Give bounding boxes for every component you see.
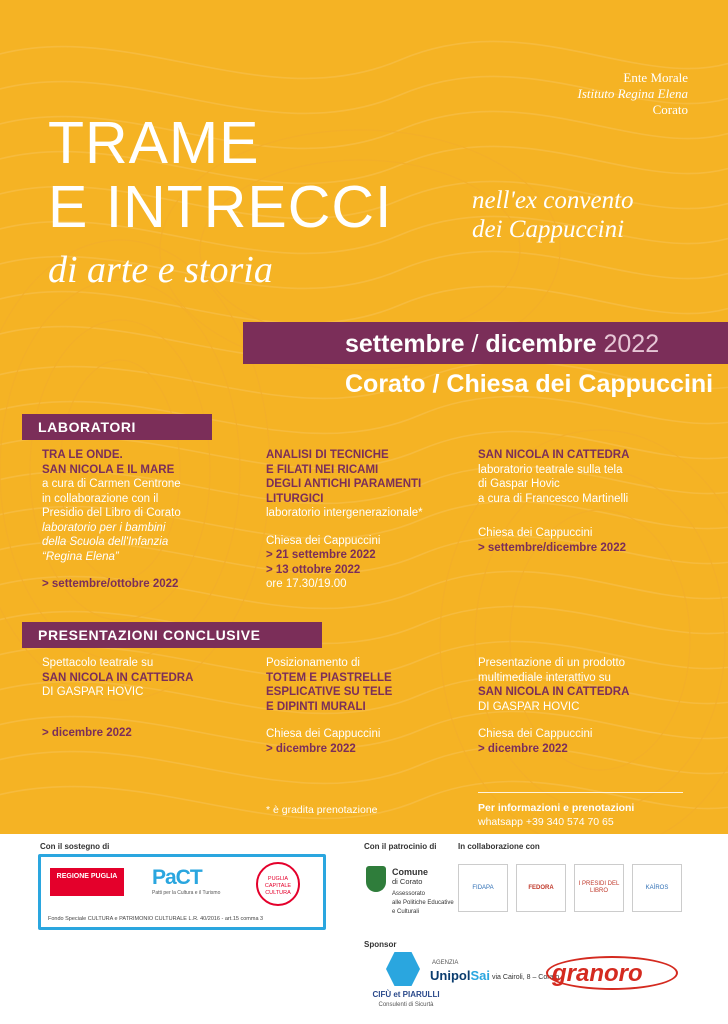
footer-patrocinio-label: Con il patrocinio di (364, 842, 437, 851)
lab3-dates: > settembre/dicembre 2022 (478, 541, 626, 554)
partner-logo-4: KAÌROS (632, 864, 682, 912)
partner-logo-3: I PRESIDI DEL LIBRO (574, 864, 624, 912)
lab3-venue: Chiesa dei Cappuccini (478, 527, 593, 539)
page-subtitle: di arte e storia (48, 249, 273, 291)
section-header-presentazioni: PRESENTAZIONI CONCLUSIVE (22, 622, 322, 648)
lab1-body-line-2: in collaborazione con il (42, 492, 159, 505)
lab2-venue: Chiesa dei Cappuccini (266, 534, 381, 547)
presentazione-card-1 (42, 656, 247, 740)
page-title (48, 112, 392, 238)
institution-line-2: Istituto Regina Elena (577, 86, 688, 101)
title-line-1: TRAME (48, 110, 260, 176)
pres2-title-line-1: TOTEM E PIASTRELLE (266, 671, 392, 684)
footer-logos (0, 834, 728, 1024)
pres2-date: > dicembre 2022 (266, 742, 356, 755)
period-to: dicembre (485, 330, 597, 358)
period-from: settembre (345, 330, 465, 358)
pres1-author: DI GASPAR HOVIC (42, 686, 144, 698)
title-line-2: E INTRECCI (48, 174, 393, 240)
unipol-address: via Cairoli, 8 – Corato (492, 974, 560, 981)
pres3-date: > dicembre 2022 (478, 742, 568, 755)
cifu-line-2: Consulenti di Sicurtà (378, 1002, 434, 1008)
contact-title: Per informazioni e prenotazioni (478, 802, 635, 814)
lab1-dates: > settembre/ottobre 2022 (42, 578, 179, 590)
lab2-time: ore 17.30/19.00 (266, 578, 347, 590)
pres2-venue: Chiesa dei Cappuccini (266, 728, 381, 740)
cifu-piarulli-logo (356, 990, 456, 1010)
lab3-body-line-3: a cura di Francesco Martinelli (478, 492, 629, 505)
laboratorio-card-1 (42, 448, 242, 592)
institution-line-1: Ente Morale (623, 70, 688, 85)
lab2-date-2: > 13 ottobre 2022 (266, 563, 361, 576)
institution-line-3: Corato (652, 102, 688, 117)
comune-line-4: alle Politiche Educative (392, 900, 454, 906)
pact-wordmark: PaCT (152, 866, 202, 889)
pres2-title-line-3: E DIPINTI MURALI (266, 700, 366, 713)
lab3-body-line-1: laboratorio teatrale sulla tela (478, 463, 623, 476)
comune-crest-icon (366, 866, 386, 892)
booking-note: * è gradita prenotazione (266, 804, 378, 816)
pres1-title: SAN NICOLA IN CATTEDRA (42, 671, 194, 684)
lab1-italic-line-2: della Scuola dell'Infanzia (42, 536, 169, 548)
venue-tagline-line-1: nell'ex convento (472, 187, 634, 214)
contact-whatsapp: whatsapp +39 340 574 70 65 (478, 816, 614, 828)
pres2-title-line-2: ESPLICATIVE SU TELE (266, 686, 393, 698)
fondi-note: Fondo Speciale CULTURA e PATRIMONIO CULTURALE L.R. 40/2016 - art.15 comma 3 (48, 916, 264, 922)
lab1-body-line-3: Presidio del Libro di Corato (42, 507, 181, 519)
lab1-title-line-1: TRA LE ONDE. (42, 449, 123, 461)
comune-line-5: e Culturali (392, 909, 420, 915)
venue-tagline-line-2: dei Cappuccini (472, 216, 625, 243)
divider (478, 792, 683, 793)
lab3-title-line-1: SAN NICOLA IN CATTEDRA (478, 449, 630, 461)
event-location: Corato / Chiesa dei Cappuccini (345, 370, 714, 398)
pres3-title: SAN NICOLA IN CATTEDRA (478, 686, 630, 698)
partner-logo-2: FEDORA (516, 864, 566, 912)
venue-tagline (472, 186, 634, 244)
unipol-sai-wordmark: Sai (470, 968, 490, 983)
presentazione-card-2 (266, 656, 466, 756)
lab2-body-line-1: laboratorio intergenerazionale* (266, 507, 423, 519)
cifu-line-1: CIFÙ et PIARULLI (372, 990, 440, 999)
lab3-body-line-2: di Gaspar Hovic (478, 478, 560, 490)
contact-info (478, 792, 698, 829)
date-band-text (345, 330, 659, 359)
comune-line-1: Comune (392, 867, 428, 877)
date-band (243, 322, 728, 364)
period-year: 2022 (603, 330, 660, 358)
puglia-capitale-cultura-logo: PUGLIA CAPITALE CULTURA (256, 862, 300, 906)
comune-line-3: Assessorato (392, 891, 426, 897)
lab1-title-line-2: SAN NICOLA E IL MARE (42, 463, 175, 476)
footer-sponsor-label: Sponsor (364, 940, 397, 949)
pres1-date: > dicembre 2022 (42, 726, 132, 739)
institution-credit (578, 70, 688, 118)
granoro-logo: granoro (552, 960, 643, 987)
pact-logo (152, 866, 220, 896)
pres1-intro: Spettacolo teatrale su (42, 657, 154, 669)
cifu-piarulli-icon (386, 952, 420, 986)
lab2-title-line-2: E FILATI NEI RICAMI (266, 463, 379, 476)
partner-logos (458, 864, 682, 912)
footer-support-label: Con il sostegno di (40, 842, 110, 851)
partner-logo-1: FIDAPA (458, 864, 508, 912)
regione-puglia-logo: REGIONE PUGLIA (50, 868, 124, 896)
pres3-venue: Chiesa dei Cappuccini (478, 728, 593, 740)
lab2-title-line-4: LITURGICI (266, 492, 324, 505)
lab1-body-line-1: a cura di Carmen Centrone (42, 478, 181, 490)
lab2-title-line-1: ANALISI DI TECNICHE (266, 449, 389, 461)
footer-collaborazione-label: In collaborazione con (458, 842, 540, 851)
section-header-laboratori: LABORATORI (22, 414, 212, 440)
lab1-italic-line-3: “Regina Elena” (42, 550, 119, 563)
pres2-intro: Posizionamento di (266, 657, 360, 669)
unipolsai-logo (430, 968, 490, 983)
laboratorio-card-2 (266, 448, 466, 592)
lab1-italic-line-1: laboratorio per i bambini (42, 521, 166, 534)
unipol-agency-label: AGENZIA (432, 960, 459, 966)
pres3-author: DI GASPAR HOVIC (478, 700, 580, 713)
pres3-intro-line-2: multimediale interattivo su (478, 671, 611, 684)
unipol-wordmark: Unipol (430, 968, 471, 983)
lab2-title-line-3: DEGLI ANTICHI PARAMENTI (266, 478, 422, 490)
comune-di-corato-logo (392, 868, 454, 917)
period-separator: / (471, 330, 479, 358)
laboratorio-card-3 (478, 448, 693, 555)
pres3-intro-line-1: Presentazione di un prodotto (478, 657, 626, 669)
comune-line-2: di Corato (392, 877, 423, 886)
presentazione-card-3 (478, 656, 693, 756)
lab2-date-1: > 21 settembre 2022 (266, 549, 376, 561)
pact-subtitle: Patti per la Cultura e il Turismo (152, 890, 221, 896)
